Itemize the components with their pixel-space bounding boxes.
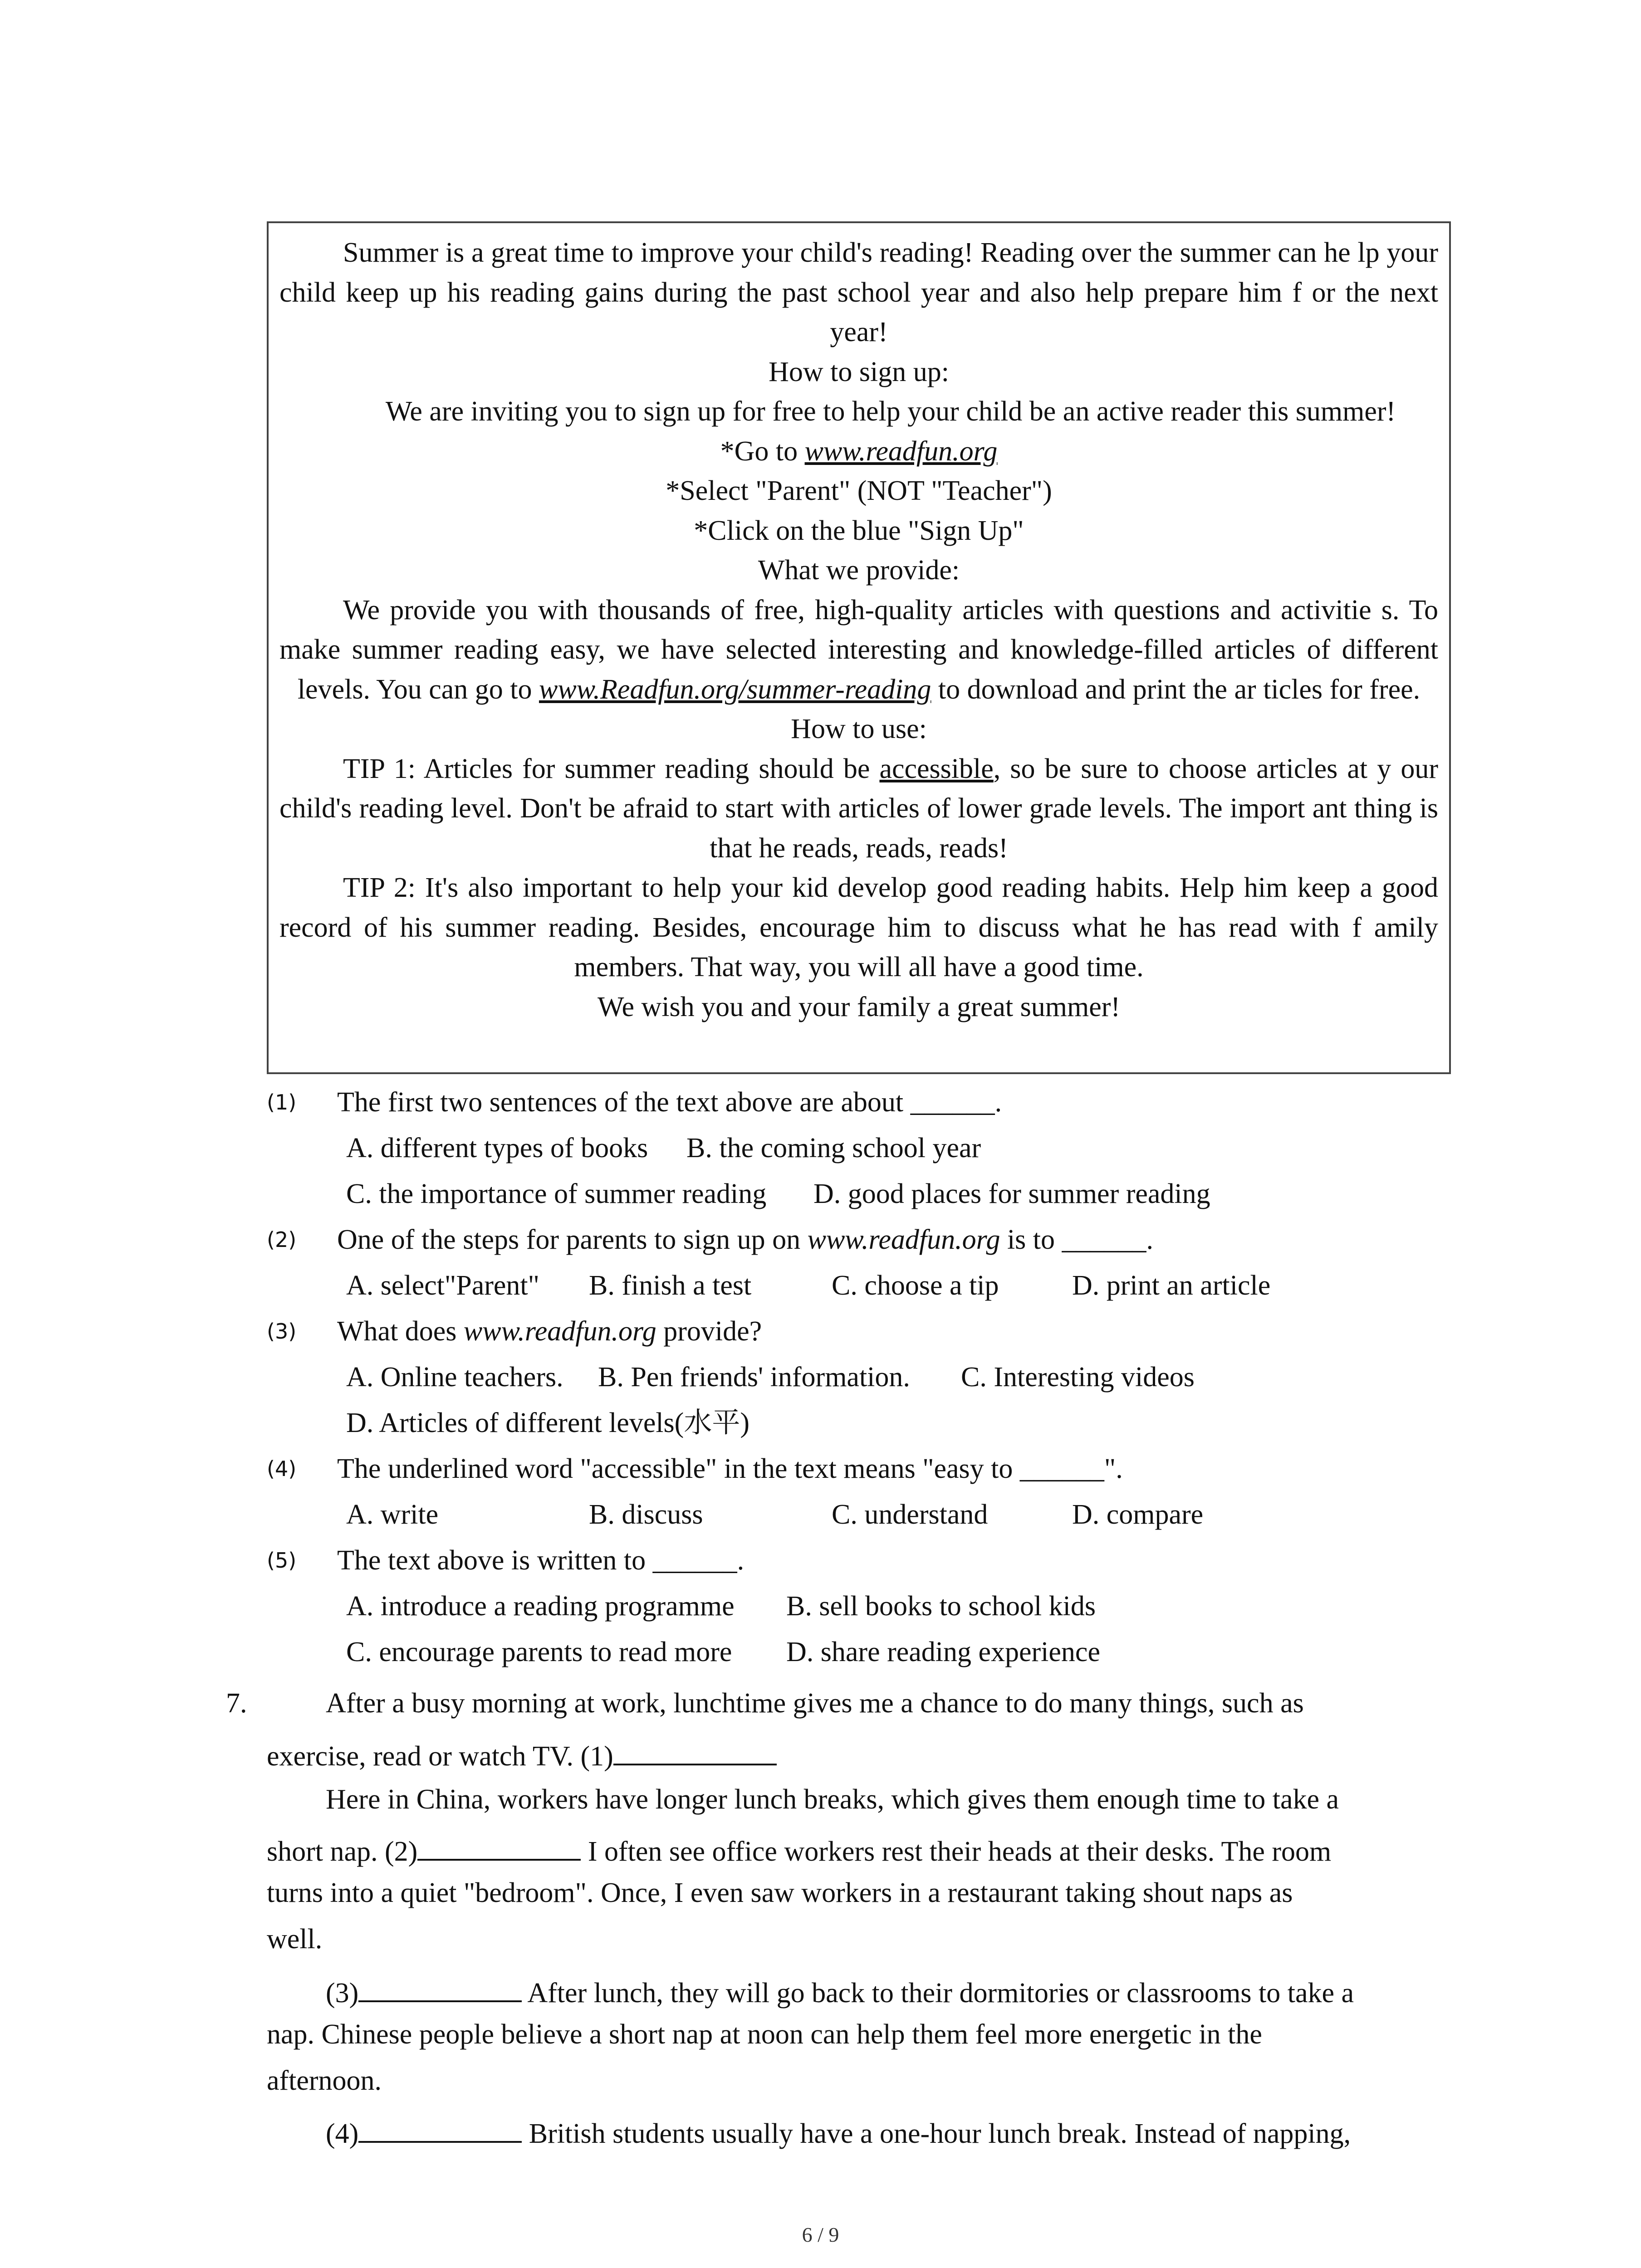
- blank-3[interactable]: [358, 1973, 522, 2002]
- question-4: [267, 1446, 1492, 1538]
- reading-passage-box: [267, 221, 1451, 1074]
- cloze-line-6: well.: [267, 1924, 323, 1955]
- option-b[interactable]: B. discuss: [589, 1499, 703, 1530]
- option-b[interactable]: B. Pen friends' information.: [598, 1362, 910, 1393]
- question-stem: The text above is written to ______.: [337, 1545, 745, 1576]
- option-b[interactable]: B. finish a test: [589, 1270, 752, 1301]
- question-3: [267, 1309, 1492, 1446]
- cloze-line-8: nap. Chinese people believe a short nap at noon can help them feel more energetic in the: [267, 2019, 1262, 2050]
- option-c[interactable]: C. choose a tip: [832, 1270, 999, 1301]
- cloze-line-5: turns into a quiet "bedroom". Once, I even saw workers in a restaurant taking shout naps as: [267, 1877, 1293, 1908]
- question-stem: What does www.readfun.org provide?: [337, 1316, 762, 1347]
- option-c[interactable]: C. Interesting videos: [961, 1362, 1195, 1393]
- question-number: (2): [267, 1227, 297, 1252]
- option-c[interactable]: C. the importance of summer reading: [346, 1178, 767, 1209]
- heading-sign-up: How to sign up:: [769, 356, 949, 387]
- page-number: 6 / 9: [802, 2223, 839, 2246]
- readfun-link[interactable]: www.readfun.org: [804, 435, 998, 467]
- option-d[interactable]: D. print an article: [1072, 1270, 1271, 1301]
- cloze-line-4: short nap. (2) I often see office workers rest their heads at their desks. The room: [267, 1832, 1331, 1868]
- closing-line: We wish you and your family a great summer!: [597, 991, 1121, 1022]
- question-number: (1): [267, 1090, 297, 1114]
- passage-invite: We are inviting you to sign up for free to help your child be an active reader this summer!: [385, 396, 1396, 427]
- question-stem: The first two sentences of the text above are about ______.: [337, 1087, 1002, 1118]
- tip-2: TIP 2: It's also important to help your kid develop good reading habits. Help him keep a good record of his summer reading. Besides, encourage him to discuss what he has read with f amily members. That way, you will all have a good time.: [279, 872, 1438, 982]
- option-a[interactable]: A. different types of books: [346, 1133, 648, 1163]
- option-d[interactable]: D. share reading experience: [786, 1637, 1100, 1667]
- step-select-parent: *Select "Parent" (NOT "Teacher"): [666, 475, 1052, 506]
- option-b[interactable]: B. sell books to school kids: [786, 1591, 1096, 1622]
- question-1: [267, 1080, 1492, 1217]
- cloze-line-9: afternoon.: [267, 2065, 382, 2096]
- cloze-line-7: (3) After lunch, they will go back to their dormitories or classrooms to take a: [326, 1973, 1354, 2009]
- question-2: [267, 1217, 1492, 1309]
- blank-1[interactable]: [613, 1736, 777, 1765]
- question-list: [267, 1080, 1492, 1675]
- option-a[interactable]: A. introduce a reading programme: [346, 1591, 735, 1622]
- cloze-line-1: After a busy morning at work, lunchtime gives me a chance to do many things, such as: [326, 1688, 1304, 1719]
- readfun-link-text: www.readfun.org: [463, 1316, 656, 1347]
- question-5: [267, 1538, 1492, 1675]
- step-go-to: *Go to www.readfun.org: [720, 435, 998, 467]
- blank-4[interactable]: [358, 2114, 522, 2143]
- cloze-line-2: exercise, read or watch TV. (1): [267, 1736, 777, 1773]
- question-stem: One of the steps for parents to sign up on www.readfun.org is to ______.: [337, 1224, 1154, 1255]
- step-click-sign-up: *Click on the blue "Sign Up": [694, 515, 1024, 546]
- option-c[interactable]: C. understand: [832, 1499, 988, 1530]
- passage-provide: We provide you with thousands of free, high-quality articles with questions and activitie s. To make summer reading easy, we have selected interesting and knowledge-filled articles of different levels. You can go to www.Readfun.org/summer-reading to download and print the ar ticles for free.: [279, 594, 1438, 705]
- option-a[interactable]: A. Online teachers.: [346, 1362, 563, 1393]
- question-number: (3): [267, 1319, 297, 1344]
- option-a[interactable]: A. write: [346, 1499, 439, 1530]
- section-number: 7.: [226, 1688, 247, 1719]
- tip-1: TIP 1: Articles for summer reading should be accessible, so be sure to choose articles at y our child's reading level. Don't be afraid to start with articles of lower grade levels. The import ant thing is that he reads, reads, reads!: [279, 753, 1438, 864]
- option-b[interactable]: B. the coming school year: [686, 1133, 981, 1163]
- cloze-line-10: (4) British students usually have a one-hour lunch break. Instead of napping,: [326, 2114, 1351, 2150]
- question-number: (5): [267, 1548, 297, 1573]
- heading-provide: What we provide:: [758, 555, 960, 586]
- readfun-link-text: www.readfun.org: [807, 1224, 1000, 1255]
- underlined-word-accessible: accessible: [879, 753, 994, 784]
- heading-how-to-use: How to use:: [791, 714, 927, 744]
- cloze-line-3: Here in China, workers have longer lunch breaks, which gives them enough time to take a: [326, 1784, 1339, 1815]
- option-d[interactable]: D. compare: [1072, 1499, 1204, 1530]
- question-number: (4): [267, 1457, 297, 1481]
- option-c[interactable]: C. encourage parents to read more: [346, 1637, 732, 1667]
- question-stem: The underlined word "accessible" in the text means "easy to ______".: [337, 1453, 1123, 1484]
- option-a[interactable]: A. select"Parent": [346, 1270, 539, 1301]
- option-d[interactable]: D. Articles of different levels(水平): [346, 1408, 749, 1438]
- summer-reading-link[interactable]: www.Readfun.org/summer-reading: [539, 674, 931, 705]
- blank-2[interactable]: [417, 1832, 581, 1861]
- passage-intro: Summer is a great time to improve your child's reading! Reading over the summer can he lp your child keep up his reading gains during the past school year and also help prepare him f or the next year!: [279, 237, 1438, 347]
- option-d[interactable]: D. good places for summer reading: [813, 1178, 1210, 1209]
